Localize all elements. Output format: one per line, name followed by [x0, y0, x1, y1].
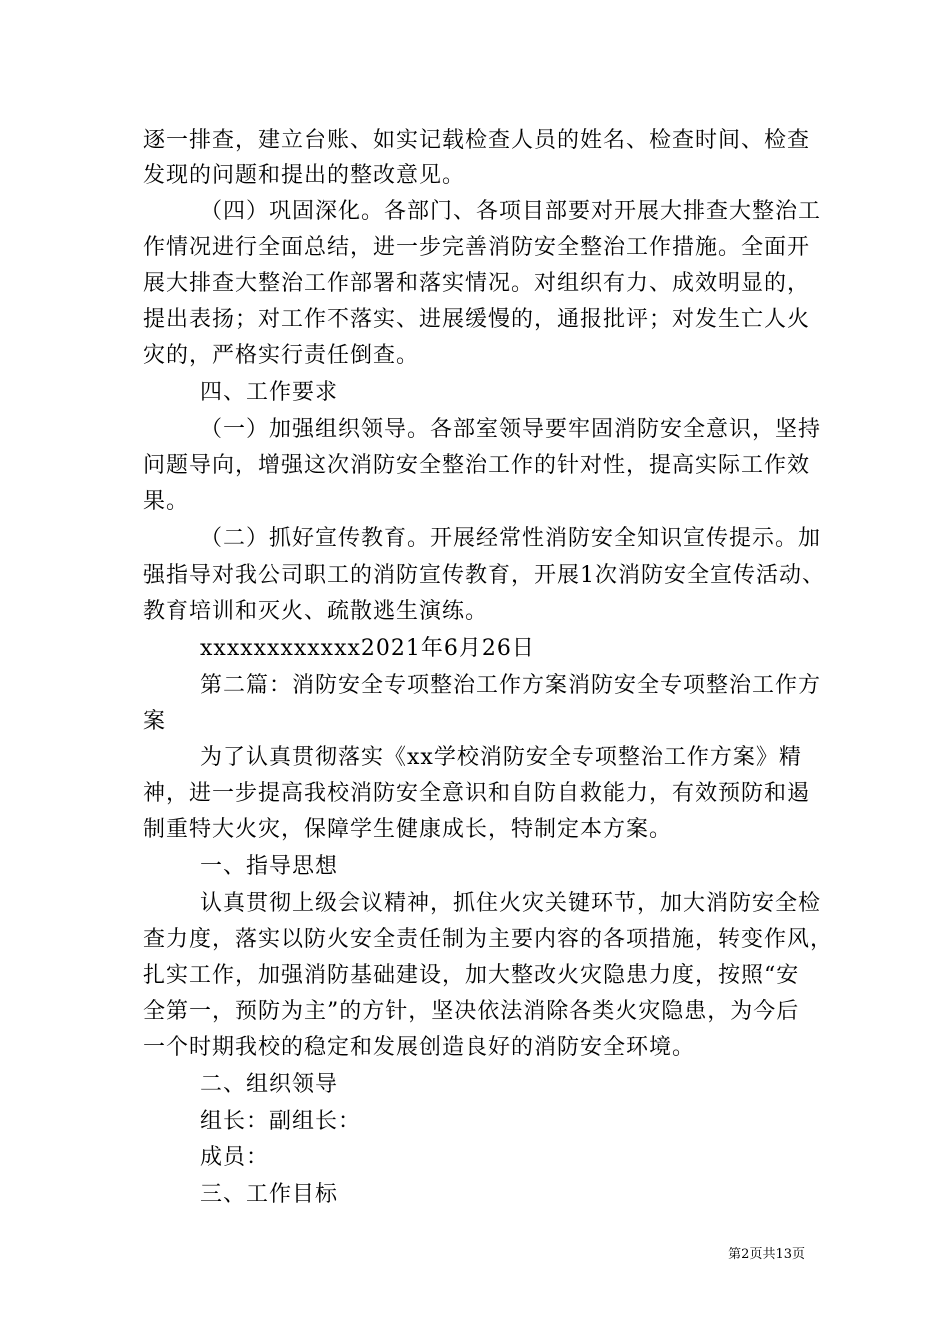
- paragraph-heading-2: （二）抓好宣传教育。开展经常性消防安全知识宣传提示。加: [200, 526, 822, 551]
- body-text-line: 逐一排查，建立台账、如实记载检查人员的姓名、检查时间、检查: [143, 128, 811, 153]
- signature-date: xxxxxxxxxxxx2021年6月26日: [200, 636, 535, 661]
- body-text-line: 神，进一步提高我校消防安全意识和自防自救能力，有效预防和遏: [143, 781, 811, 806]
- section-heading: 四、工作要求: [200, 380, 339, 405]
- body-text-line: 展大排查大整治工作部署和落实情况。对组织有力、成效明显的，: [143, 271, 811, 296]
- leader-line: 组长：副组长：: [200, 1109, 362, 1134]
- paragraph-heading-4: （四）巩固深化。各部门、各项目部要对开展大排查大整治工: [200, 199, 822, 224]
- body-text-line: 灾的，严格实行责任倒查。: [143, 343, 420, 368]
- body-text-line: 制重特大火灾，保障学生健康成长，特制定本方案。: [143, 817, 673, 842]
- body-text-line: 一个时期我校的稳定和发展创造良好的消防安全环境。: [143, 1035, 696, 1060]
- part-title: 第二篇：消防安全专项整治工作方案消防安全专项整治工作方: [200, 673, 822, 698]
- body-text-line: 查力度，落实以防火安全责任制为主要内容的各项措施，转变作风，: [143, 927, 834, 952]
- body-text-line: 为了认真贯彻落实《xx学校消防安全专项整治工作方案》精: [200, 745, 802, 770]
- body-text-line: 扎实工作，加强消防基础建设，加大整改火灾隐患力度，按照“安: [143, 963, 800, 988]
- page-number: 第2页共13页: [728, 1247, 805, 1262]
- paragraph-heading-1: （一）加强组织领导。各部室领导要牢固消防安全意识，坚持: [200, 417, 822, 442]
- members-line: 成员：: [200, 1145, 270, 1170]
- body-text-line: 作情况进行全面总结，进一步完善消防安全整治工作措施。全面开: [143, 235, 811, 260]
- body-text-line: 提出表扬；对工作不落实、进展缓慢的，通报批评；对发生亡人火: [143, 307, 811, 332]
- body-text-line: 果。: [143, 489, 190, 514]
- body-text-line: 认真贯彻上级会议精神，抓住火灾关键环节，加大消防安全检: [200, 891, 822, 916]
- body-text-line: 教育培训和灭火、疏散逃生演练。: [143, 599, 489, 624]
- section-heading: 三、工作目标: [200, 1182, 339, 1207]
- section-heading: 二、组织领导: [200, 1072, 339, 1097]
- body-text-line: 强指导对我公司职工的消防宣传教育，开展1次消防安全宣传活动、: [143, 563, 825, 588]
- section-heading: 一、指导思想: [200, 854, 339, 879]
- body-text-line: 发现的问题和提出的整改意见。: [143, 163, 466, 188]
- body-text-line: 全第一，预防为主”的方针，坚决依法消除各类火灾隐患，为今后: [143, 999, 800, 1024]
- body-text-line: 案: [143, 709, 167, 734]
- body-text-line: 问题导向，增强这次消防安全整治工作的针对性，提高实际工作效: [143, 453, 811, 478]
